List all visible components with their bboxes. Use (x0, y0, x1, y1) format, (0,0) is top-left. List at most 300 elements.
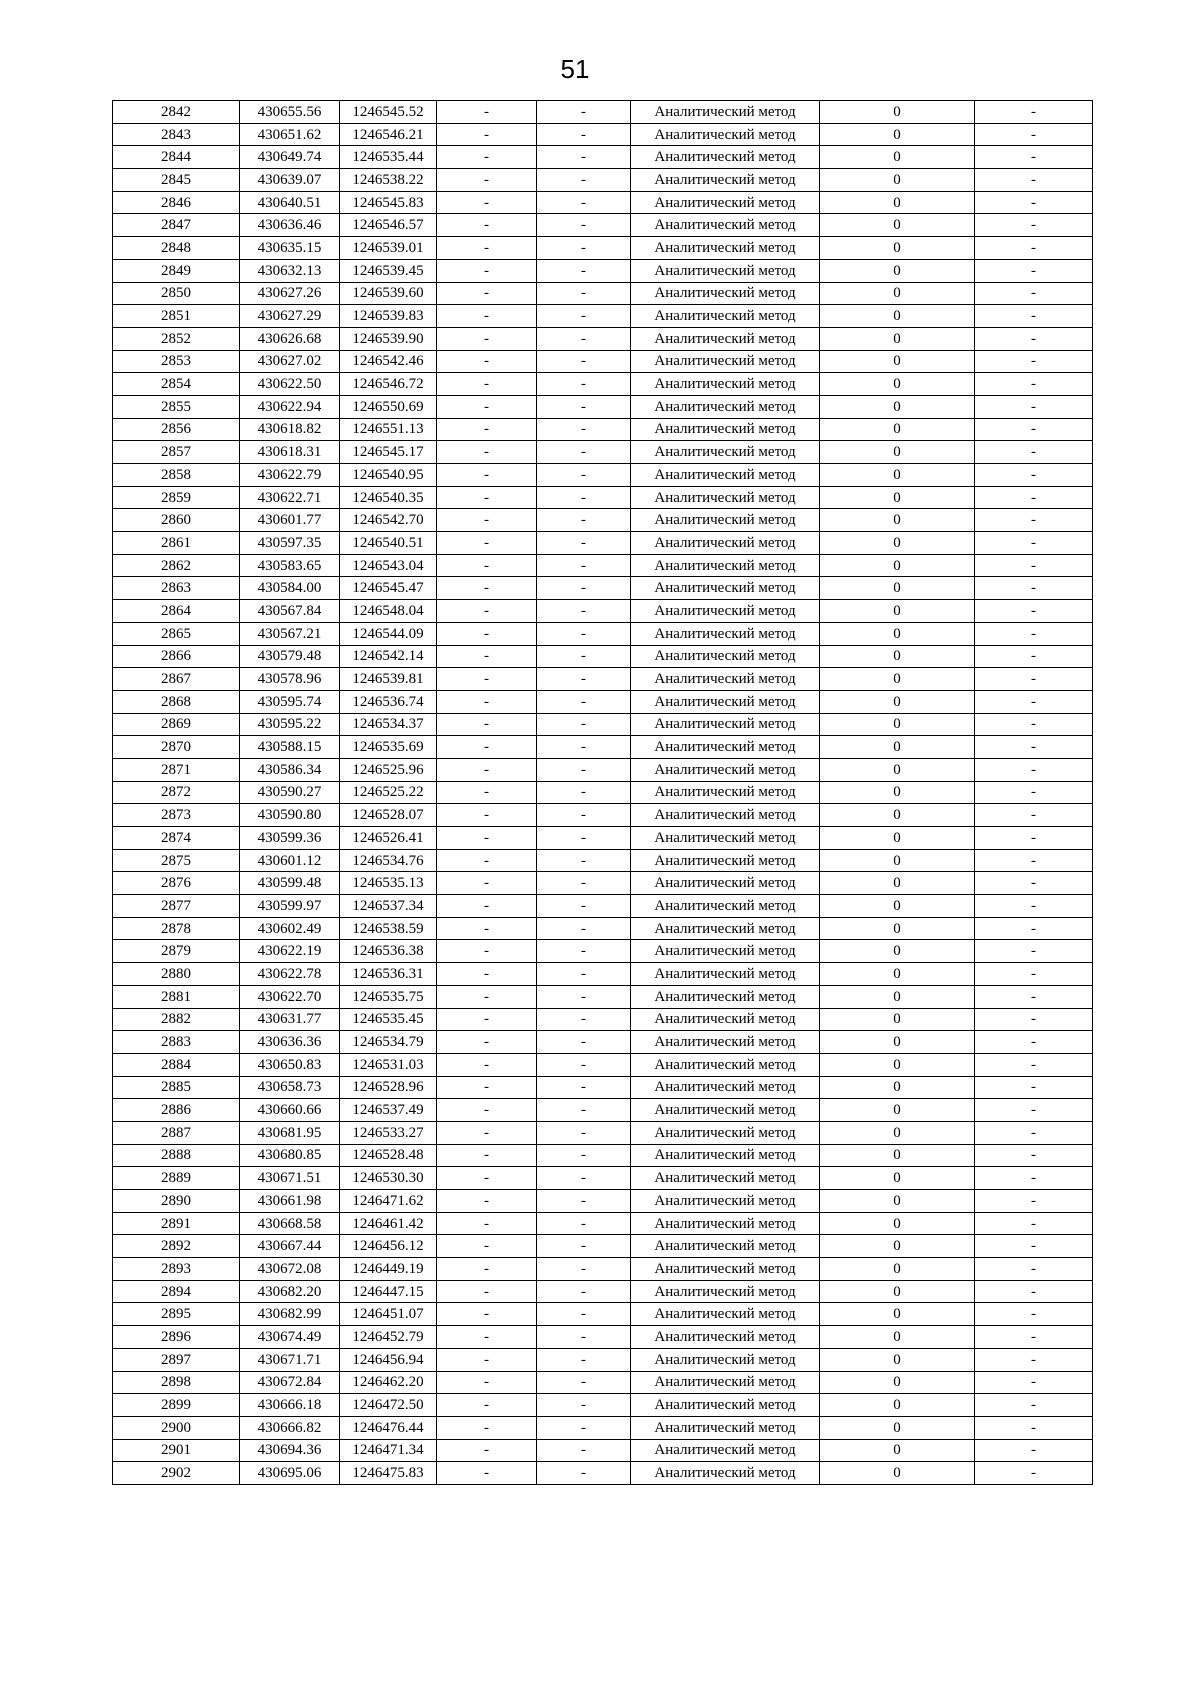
col8-dash-cell: - (975, 350, 1093, 373)
point-number-cell: 2864 (113, 600, 240, 623)
col5-dash-cell: - (537, 758, 631, 781)
table-row (113, 327, 1093, 350)
y-coordinate-cell: 1246542.46 (340, 350, 437, 373)
table-row (113, 464, 1093, 487)
point-number-cell: 2851 (113, 305, 240, 328)
x-coordinate-cell: 430622.70 (240, 985, 340, 1008)
y-coordinate-cell: 1246535.13 (340, 872, 437, 895)
x-coordinate-cell: 430666.82 (240, 1416, 340, 1439)
y-coordinate-cell: 1246538.22 (340, 169, 437, 192)
y-coordinate-cell: 1246475.83 (340, 1462, 437, 1485)
table-row (113, 191, 1093, 214)
col5-dash-cell: - (537, 101, 631, 124)
method-cell: Аналитический метод (631, 350, 820, 373)
error-value-cell: 0 (820, 872, 975, 895)
col5-dash-cell: - (537, 191, 631, 214)
col8-dash-cell: - (975, 191, 1093, 214)
y-coordinate-cell: 1246536.38 (340, 940, 437, 963)
col4-dash-cell: - (437, 282, 537, 305)
table-row (113, 690, 1093, 713)
table-row (113, 645, 1093, 668)
col4-dash-cell: - (437, 1053, 537, 1076)
method-cell: Аналитический метод (631, 1416, 820, 1439)
col5-dash-cell: - (537, 1099, 631, 1122)
x-coordinate-cell: 430651.62 (240, 123, 340, 146)
error-value-cell: 0 (820, 418, 975, 441)
x-coordinate-cell: 430590.27 (240, 781, 340, 804)
col5-dash-cell: - (537, 464, 631, 487)
error-value-cell: 0 (820, 146, 975, 169)
col5-dash-cell: - (537, 1190, 631, 1213)
col4-dash-cell: - (437, 1212, 537, 1235)
error-value-cell: 0 (820, 169, 975, 192)
x-coordinate-cell: 430599.36 (240, 827, 340, 850)
y-coordinate-cell: 1246536.74 (340, 690, 437, 713)
method-cell: Аналитический метод (631, 940, 820, 963)
col4-dash-cell: - (437, 146, 537, 169)
y-coordinate-cell: 1246528.96 (340, 1076, 437, 1099)
table-row (113, 123, 1093, 146)
table-row (113, 1371, 1093, 1394)
error-value-cell: 0 (820, 464, 975, 487)
point-number-cell: 2868 (113, 690, 240, 713)
y-coordinate-cell: 1246525.96 (340, 758, 437, 781)
x-coordinate-cell: 430668.58 (240, 1212, 340, 1235)
col8-dash-cell: - (975, 509, 1093, 532)
error-value-cell: 0 (820, 1121, 975, 1144)
col8-dash-cell: - (975, 713, 1093, 736)
x-coordinate-cell: 430680.85 (240, 1144, 340, 1167)
col8-dash-cell: - (975, 1144, 1093, 1167)
col8-dash-cell: - (975, 577, 1093, 600)
y-coordinate-cell: 1246531.03 (340, 1053, 437, 1076)
x-coordinate-cell: 430622.19 (240, 940, 340, 963)
y-coordinate-cell: 1246539.45 (340, 259, 437, 282)
col8-dash-cell: - (975, 373, 1093, 396)
x-coordinate-cell: 430649.74 (240, 146, 340, 169)
col5-dash-cell: - (537, 1416, 631, 1439)
x-coordinate-cell: 430622.71 (240, 486, 340, 509)
method-cell: Аналитический метод (631, 305, 820, 328)
table-row (113, 872, 1093, 895)
col8-dash-cell: - (975, 1167, 1093, 1190)
table-row (113, 395, 1093, 418)
method-cell: Аналитический метод (631, 532, 820, 555)
point-number-cell: 2856 (113, 418, 240, 441)
point-number-cell: 2893 (113, 1258, 240, 1281)
point-number-cell: 2885 (113, 1076, 240, 1099)
table-row (113, 373, 1093, 396)
error-value-cell: 0 (820, 940, 975, 963)
col4-dash-cell: - (437, 441, 537, 464)
point-number-cell: 2896 (113, 1326, 240, 1349)
x-coordinate-cell: 430682.99 (240, 1303, 340, 1326)
x-coordinate-cell: 430586.34 (240, 758, 340, 781)
x-coordinate-cell: 430583.65 (240, 554, 340, 577)
error-value-cell: 0 (820, 123, 975, 146)
point-number-cell: 2865 (113, 622, 240, 645)
method-cell: Аналитический метод (631, 1008, 820, 1031)
col5-dash-cell: - (537, 1121, 631, 1144)
y-coordinate-cell: 1246545.52 (340, 101, 437, 124)
col4-dash-cell: - (437, 237, 537, 260)
col5-dash-cell: - (537, 441, 631, 464)
col4-dash-cell: - (437, 1326, 537, 1349)
col4-dash-cell: - (437, 1144, 537, 1167)
col5-dash-cell: - (537, 940, 631, 963)
point-number-cell: 2882 (113, 1008, 240, 1031)
x-coordinate-cell: 430658.73 (240, 1076, 340, 1099)
error-value-cell: 0 (820, 781, 975, 804)
y-coordinate-cell: 1246476.44 (340, 1416, 437, 1439)
table-row (113, 1031, 1093, 1054)
error-value-cell: 0 (820, 827, 975, 850)
method-cell: Аналитический метод (631, 1167, 820, 1190)
table-row (113, 1280, 1093, 1303)
table-row (113, 554, 1093, 577)
col5-dash-cell: - (537, 1280, 631, 1303)
col4-dash-cell: - (437, 1371, 537, 1394)
col5-dash-cell: - (537, 532, 631, 555)
y-coordinate-cell: 1246537.34 (340, 895, 437, 918)
table-row (113, 418, 1093, 441)
col5-dash-cell: - (537, 1348, 631, 1371)
col8-dash-cell: - (975, 827, 1093, 850)
point-number-cell: 2894 (113, 1280, 240, 1303)
x-coordinate-cell: 430597.35 (240, 532, 340, 555)
method-cell: Аналитический метод (631, 577, 820, 600)
x-coordinate-cell: 430579.48 (240, 645, 340, 668)
x-coordinate-cell: 430601.12 (240, 849, 340, 872)
col8-dash-cell: - (975, 237, 1093, 260)
error-value-cell: 0 (820, 1303, 975, 1326)
col4-dash-cell: - (437, 600, 537, 623)
col5-dash-cell: - (537, 1326, 631, 1349)
y-coordinate-cell: 1246538.59 (340, 917, 437, 940)
col4-dash-cell: - (437, 758, 537, 781)
col8-dash-cell: - (975, 327, 1093, 350)
error-value-cell: 0 (820, 1258, 975, 1281)
table-row (113, 1099, 1093, 1122)
col8-dash-cell: - (975, 963, 1093, 986)
method-cell: Аналитический метод (631, 1303, 820, 1326)
method-cell: Аналитический метод (631, 781, 820, 804)
col5-dash-cell: - (537, 169, 631, 192)
y-coordinate-cell: 1246528.07 (340, 804, 437, 827)
y-coordinate-cell: 1246548.04 (340, 600, 437, 623)
method-cell: Аналитический метод (631, 464, 820, 487)
table-row (113, 1053, 1093, 1076)
col5-dash-cell: - (537, 713, 631, 736)
point-number-cell: 2871 (113, 758, 240, 781)
method-cell: Аналитический метод (631, 917, 820, 940)
col5-dash-cell: - (537, 985, 631, 1008)
table-row (113, 214, 1093, 237)
col4-dash-cell: - (437, 963, 537, 986)
x-coordinate-cell: 430602.49 (240, 917, 340, 940)
error-value-cell: 0 (820, 895, 975, 918)
error-value-cell: 0 (820, 1212, 975, 1235)
x-coordinate-cell: 430595.74 (240, 690, 340, 713)
col4-dash-cell: - (437, 532, 537, 555)
point-number-cell: 2849 (113, 259, 240, 282)
col5-dash-cell: - (537, 1439, 631, 1462)
col5-dash-cell: - (537, 373, 631, 396)
table-row (113, 577, 1093, 600)
col5-dash-cell: - (537, 1144, 631, 1167)
x-coordinate-cell: 430618.82 (240, 418, 340, 441)
col5-dash-cell: - (537, 395, 631, 418)
table-row (113, 1235, 1093, 1258)
point-number-cell: 2874 (113, 827, 240, 850)
col4-dash-cell: - (437, 1439, 537, 1462)
col5-dash-cell: - (537, 963, 631, 986)
error-value-cell: 0 (820, 237, 975, 260)
col5-dash-cell: - (537, 486, 631, 509)
error-value-cell: 0 (820, 985, 975, 1008)
table-row (113, 101, 1093, 124)
x-coordinate-cell: 430695.06 (240, 1462, 340, 1485)
col8-dash-cell: - (975, 917, 1093, 940)
y-coordinate-cell: 1246525.22 (340, 781, 437, 804)
col4-dash-cell: - (437, 668, 537, 691)
table-row (113, 1303, 1093, 1326)
y-coordinate-cell: 1246545.47 (340, 577, 437, 600)
table-row (113, 668, 1093, 691)
point-number-cell: 2854 (113, 373, 240, 396)
table-row (113, 713, 1093, 736)
x-coordinate-cell: 430627.26 (240, 282, 340, 305)
error-value-cell: 0 (820, 1462, 975, 1485)
table-row (113, 963, 1093, 986)
col5-dash-cell: - (537, 350, 631, 373)
x-coordinate-cell: 430671.51 (240, 1167, 340, 1190)
x-coordinate-cell: 430666.18 (240, 1394, 340, 1417)
error-value-cell: 0 (820, 1167, 975, 1190)
table-row (113, 1008, 1093, 1031)
error-value-cell: 0 (820, 645, 975, 668)
point-number-cell: 2855 (113, 395, 240, 418)
error-value-cell: 0 (820, 373, 975, 396)
col5-dash-cell: - (537, 827, 631, 850)
error-value-cell: 0 (820, 758, 975, 781)
col8-dash-cell: - (975, 1280, 1093, 1303)
col4-dash-cell: - (437, 373, 537, 396)
point-number-cell: 2902 (113, 1462, 240, 1485)
point-number-cell: 2860 (113, 509, 240, 532)
col4-dash-cell: - (437, 1258, 537, 1281)
table-row (113, 895, 1093, 918)
error-value-cell: 0 (820, 1394, 975, 1417)
col4-dash-cell: - (437, 781, 537, 804)
x-coordinate-cell: 430584.00 (240, 577, 340, 600)
point-number-cell: 2873 (113, 804, 240, 827)
col4-dash-cell: - (437, 849, 537, 872)
method-cell: Аналитический метод (631, 1144, 820, 1167)
error-value-cell: 0 (820, 1053, 975, 1076)
col5-dash-cell: - (537, 327, 631, 350)
y-coordinate-cell: 1246472.50 (340, 1394, 437, 1417)
method-cell: Аналитический метод (631, 237, 820, 260)
method-cell: Аналитический метод (631, 191, 820, 214)
col8-dash-cell: - (975, 1008, 1093, 1031)
error-value-cell: 0 (820, 1031, 975, 1054)
col4-dash-cell: - (437, 327, 537, 350)
point-number-cell: 2897 (113, 1348, 240, 1371)
point-number-cell: 2889 (113, 1167, 240, 1190)
y-coordinate-cell: 1246535.69 (340, 736, 437, 759)
table-row (113, 1167, 1093, 1190)
col8-dash-cell: - (975, 441, 1093, 464)
point-number-cell: 2872 (113, 781, 240, 804)
col8-dash-cell: - (975, 1258, 1093, 1281)
y-coordinate-cell: 1246539.60 (340, 282, 437, 305)
col5-dash-cell: - (537, 781, 631, 804)
error-value-cell: 0 (820, 395, 975, 418)
col5-dash-cell: - (537, 123, 631, 146)
page-number: 51 (560, 54, 590, 84)
method-cell: Аналитический метод (631, 373, 820, 396)
table-row (113, 1076, 1093, 1099)
point-number-cell: 2846 (113, 191, 240, 214)
col4-dash-cell: - (437, 1167, 537, 1190)
table-row (113, 1190, 1093, 1213)
point-number-cell: 2845 (113, 169, 240, 192)
col8-dash-cell: - (975, 1053, 1093, 1076)
point-number-cell: 2884 (113, 1053, 240, 1076)
col8-dash-cell: - (975, 395, 1093, 418)
col8-dash-cell: - (975, 804, 1093, 827)
col5-dash-cell: - (537, 736, 631, 759)
x-coordinate-cell: 430567.21 (240, 622, 340, 645)
col8-dash-cell: - (975, 645, 1093, 668)
col8-dash-cell: - (975, 169, 1093, 192)
col8-dash-cell: - (975, 1031, 1093, 1054)
col8-dash-cell: - (975, 1099, 1093, 1122)
col4-dash-cell: - (437, 1348, 537, 1371)
col4-dash-cell: - (437, 554, 537, 577)
y-coordinate-cell: 1246447.15 (340, 1280, 437, 1303)
col4-dash-cell: - (437, 169, 537, 192)
method-cell: Аналитический метод (631, 1031, 820, 1054)
error-value-cell: 0 (820, 1280, 975, 1303)
col4-dash-cell: - (437, 645, 537, 668)
error-value-cell: 0 (820, 101, 975, 124)
point-number-cell: 2870 (113, 736, 240, 759)
y-coordinate-cell: 1246535.75 (340, 985, 437, 1008)
col8-dash-cell: - (975, 1326, 1093, 1349)
col5-dash-cell: - (537, 214, 631, 237)
x-coordinate-cell: 430622.50 (240, 373, 340, 396)
col4-dash-cell: - (437, 690, 537, 713)
method-cell: Аналитический метод (631, 1235, 820, 1258)
col5-dash-cell: - (537, 1258, 631, 1281)
x-coordinate-cell: 430627.02 (240, 350, 340, 373)
col8-dash-cell: - (975, 1076, 1093, 1099)
method-cell: Аналитический метод (631, 895, 820, 918)
method-cell: Аналитический метод (631, 101, 820, 124)
point-number-cell: 2877 (113, 895, 240, 918)
table-row (113, 1212, 1093, 1235)
col5-dash-cell: - (537, 1462, 631, 1485)
error-value-cell: 0 (820, 1439, 975, 1462)
col4-dash-cell: - (437, 486, 537, 509)
col4-dash-cell: - (437, 1121, 537, 1144)
method-cell: Аналитический метод (631, 1076, 820, 1099)
col5-dash-cell: - (537, 1031, 631, 1054)
y-coordinate-cell: 1246546.57 (340, 214, 437, 237)
point-number-cell: 2847 (113, 214, 240, 237)
col8-dash-cell: - (975, 1121, 1093, 1144)
col5-dash-cell: - (537, 872, 631, 895)
col5-dash-cell: - (537, 1235, 631, 1258)
method-cell: Аналитический метод (631, 1371, 820, 1394)
method-cell: Аналитический метод (631, 1212, 820, 1235)
table-row (113, 781, 1093, 804)
error-value-cell: 0 (820, 191, 975, 214)
error-value-cell: 0 (820, 668, 975, 691)
method-cell: Аналитический метод (631, 963, 820, 986)
col5-dash-cell: - (537, 305, 631, 328)
x-coordinate-cell: 430682.20 (240, 1280, 340, 1303)
method-cell: Аналитический метод (631, 486, 820, 509)
col4-dash-cell: - (437, 259, 537, 282)
col8-dash-cell: - (975, 305, 1093, 328)
method-cell: Аналитический метод (631, 645, 820, 668)
col8-dash-cell: - (975, 123, 1093, 146)
point-number-cell: 2844 (113, 146, 240, 169)
point-number-cell: 2886 (113, 1099, 240, 1122)
error-value-cell: 0 (820, 1099, 975, 1122)
col4-dash-cell: - (437, 804, 537, 827)
col5-dash-cell: - (537, 1167, 631, 1190)
table-row (113, 1416, 1093, 1439)
table-row (113, 282, 1093, 305)
col4-dash-cell: - (437, 713, 537, 736)
col4-dash-cell: - (437, 101, 537, 124)
point-number-cell: 2842 (113, 101, 240, 124)
error-value-cell: 0 (820, 917, 975, 940)
y-coordinate-cell: 1246546.72 (340, 373, 437, 396)
col4-dash-cell: - (437, 1099, 537, 1122)
col5-dash-cell: - (537, 849, 631, 872)
x-coordinate-cell: 430694.36 (240, 1439, 340, 1462)
table-row (113, 169, 1093, 192)
point-number-cell: 2850 (113, 282, 240, 305)
x-coordinate-cell: 430622.78 (240, 963, 340, 986)
point-number-cell: 2898 (113, 1371, 240, 1394)
x-coordinate-cell: 430672.84 (240, 1371, 340, 1394)
col5-dash-cell: - (537, 259, 631, 282)
table-row (113, 940, 1093, 963)
table-row (113, 917, 1093, 940)
point-number-cell: 2899 (113, 1394, 240, 1417)
x-coordinate-cell: 430601.77 (240, 509, 340, 532)
point-number-cell: 2876 (113, 872, 240, 895)
table-row (113, 985, 1093, 1008)
x-coordinate-cell: 430655.56 (240, 101, 340, 124)
table-row (113, 305, 1093, 328)
x-coordinate-cell: 430636.46 (240, 214, 340, 237)
col8-dash-cell: - (975, 872, 1093, 895)
col4-dash-cell: - (437, 1280, 537, 1303)
x-coordinate-cell: 430632.13 (240, 259, 340, 282)
point-number-cell: 2891 (113, 1212, 240, 1235)
x-coordinate-cell: 430636.36 (240, 1031, 340, 1054)
method-cell: Аналитический метод (631, 758, 820, 781)
table-row (113, 1326, 1093, 1349)
point-number-cell: 2859 (113, 486, 240, 509)
